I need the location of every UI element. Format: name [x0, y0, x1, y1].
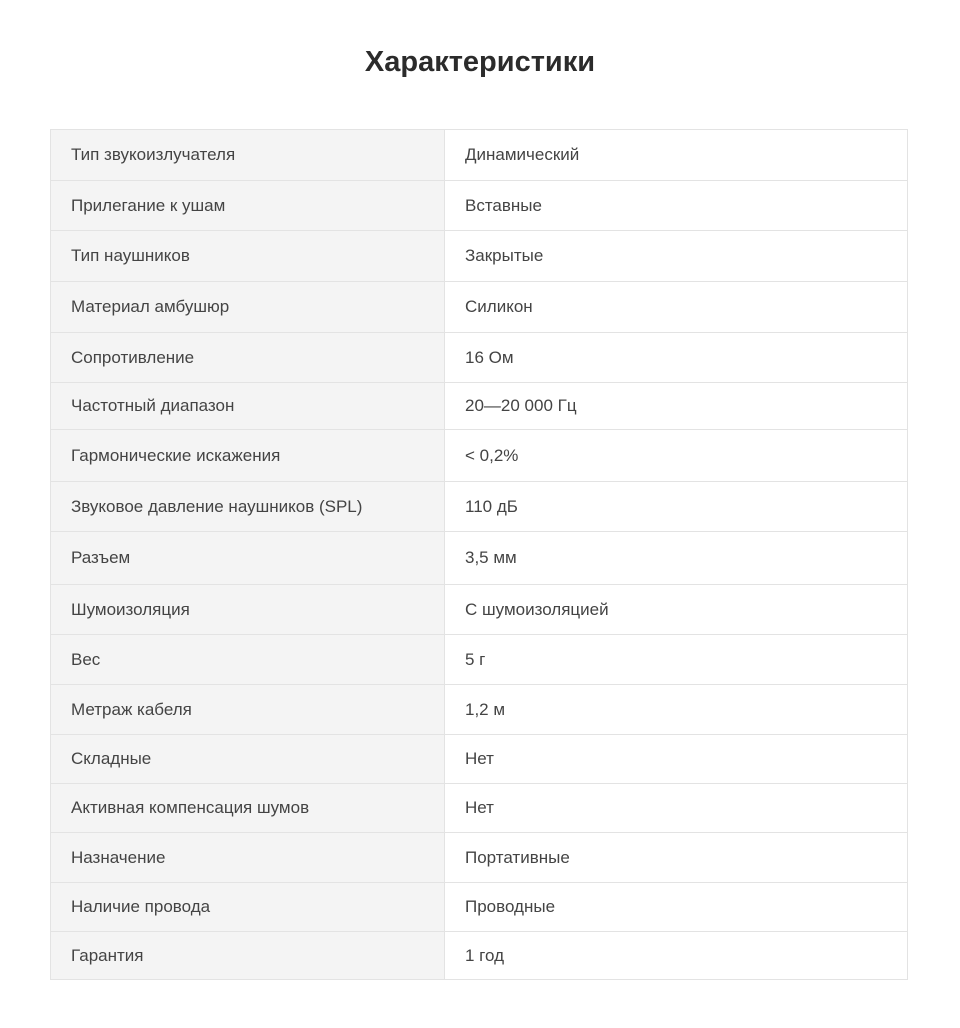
table-row	[51, 932, 908, 980]
spec-label: Прилегание к ушам	[51, 181, 445, 231]
spec-value: 20—20 000 Гц	[445, 383, 908, 430]
spec-value: 1,2 м	[445, 685, 908, 735]
table-row	[51, 130, 908, 181]
table-row	[51, 883, 908, 932]
table-row	[51, 833, 908, 883]
page-title: Характеристики	[364, 46, 596, 78]
spec-value: 1 год	[445, 932, 908, 980]
spec-label: Тип звукоизлучателя	[51, 130, 445, 181]
spec-value: 110 дБ	[445, 482, 908, 532]
spec-value: 3,5 мм	[445, 532, 908, 585]
spec-value: < 0,2%	[445, 430, 908, 482]
table-row	[51, 532, 908, 585]
spec-label: Активная компенсация шумов	[51, 784, 445, 833]
table-row	[51, 430, 908, 482]
spec-value: Портативные	[445, 833, 908, 883]
spec-label: Сопротивление	[51, 333, 445, 383]
table-row	[51, 635, 908, 685]
spec-value: С шумоизоляцией	[445, 585, 908, 635]
spec-value: 5 г	[445, 635, 908, 685]
table-row	[51, 784, 908, 833]
spec-value: Динамический	[445, 130, 908, 181]
spec-label: Наличие провода	[51, 883, 445, 932]
spec-label: Частотный диапазон	[51, 383, 445, 430]
table-row	[51, 383, 908, 430]
spec-value: Нет	[445, 735, 908, 784]
spec-label: Складные	[51, 735, 445, 784]
spec-value: Силикон	[445, 282, 908, 333]
spec-label: Гарантия	[51, 932, 445, 980]
table-row	[51, 482, 908, 532]
table-row	[51, 181, 908, 231]
spec-value: Нет	[445, 784, 908, 833]
spec-label: Гармонические искажения	[51, 430, 445, 482]
table-row	[51, 282, 908, 333]
specs-table-body	[51, 130, 908, 980]
table-row	[51, 735, 908, 784]
table-row	[51, 585, 908, 635]
spec-label: Метраж кабеля	[51, 685, 445, 735]
spec-label: Звуковое давление наушников (SPL)	[51, 482, 445, 532]
spec-label: Тип наушников	[51, 231, 445, 282]
spec-label: Материал амбушюр	[51, 282, 445, 333]
table-row	[51, 333, 908, 383]
spec-label: Вес	[51, 635, 445, 685]
table-row	[51, 685, 908, 735]
specs-table	[50, 129, 908, 980]
spec-value: 16 Ом	[445, 333, 908, 383]
table-row	[51, 231, 908, 282]
spec-value: Закрытые	[445, 231, 908, 282]
spec-label: Разъем	[51, 532, 445, 585]
spec-label: Шумоизоляция	[51, 585, 445, 635]
spec-label: Назначение	[51, 833, 445, 883]
spec-value: Проводные	[445, 883, 908, 932]
spec-value: Вставные	[445, 181, 908, 231]
